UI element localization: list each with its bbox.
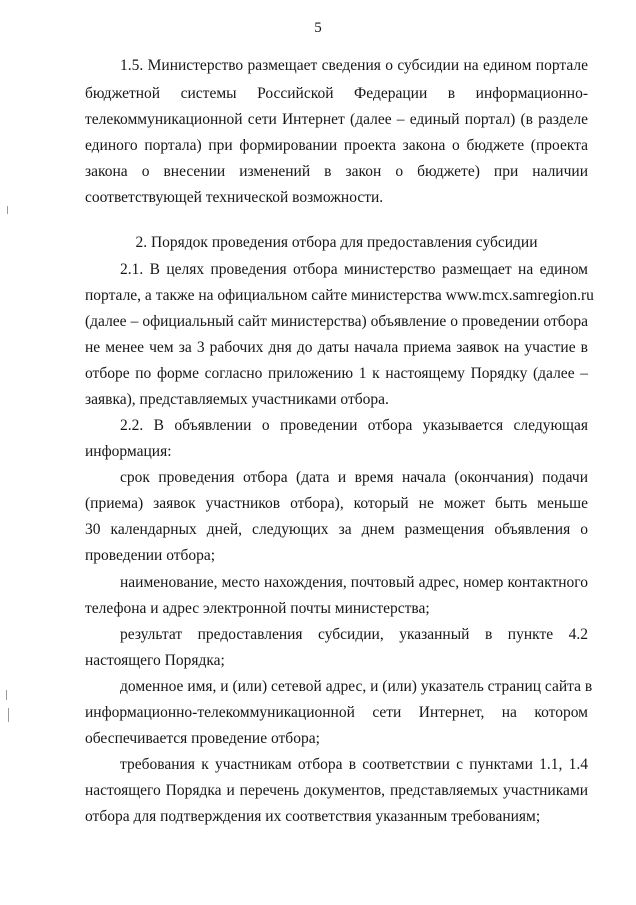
text-line: соответствующей технической возможности. xyxy=(85,189,384,206)
section-heading: 2. Порядок проведения отбора для предоставления субсидии xyxy=(135,234,538,251)
text-line: заявка), представляемых участниками отбора. xyxy=(85,391,389,408)
text-line: наименование, место нахождения, почтовый адрес, номер контактного xyxy=(120,574,588,591)
text-line: (приема) заявок участников отбора), который не может быть меньше xyxy=(85,495,588,512)
text-line: настоящего Порядка и перечень документов, представляемых участниками xyxy=(85,782,588,799)
text-line: 2.1. В целях проведения отбора министерство размещает на едином xyxy=(120,261,588,278)
text-line: информация: xyxy=(85,443,172,460)
text-line: не менее чем за 3 рабочих дня до даты начала приема заявок на участие в xyxy=(85,339,588,356)
scan-mark xyxy=(6,690,7,700)
text-line: телефона и адрес электронной почты министерства; xyxy=(85,600,430,617)
text-line: телекоммуникационной сети Интернет (далее – единый портал) (в разделе xyxy=(85,111,588,128)
text-line: (далее – официальный сайт министерства) объявление о проведении отбора xyxy=(85,313,588,330)
text-line: закона о внесении изменений в закон о бюджете) при наличии xyxy=(85,163,588,180)
text-line: 2.2. В объявлении о проведении отбора указывается следующая xyxy=(120,417,588,434)
text-line: информационно-телекоммуникационной сети Интернет, на котором xyxy=(85,704,588,721)
text-line: результат предоставления субсидии, указанный в пункте 4.2 xyxy=(120,626,588,643)
text-line: требования к участникам отбора в соответствии с пунктами 1.1, 1.4 xyxy=(120,756,588,773)
text-line: обеспечивается проведение отбора; xyxy=(85,730,320,747)
text-line: доменное имя, и (или) сетевой адрес, и (или) указатель страниц сайта в xyxy=(120,678,593,695)
text-line: отбора для подтверждения их соответствия указанным требованиям; xyxy=(85,808,541,825)
page-number: 5 xyxy=(314,20,322,36)
text-line: срок проведения отбора (дата и время начала (окончания) подачи xyxy=(120,469,588,486)
text-line: единого портала) при формировании проекта закона о бюджете (проекта xyxy=(85,137,588,154)
text-line: настоящего Порядка; xyxy=(85,652,225,669)
text-line: 1.5. Министерство размещает сведения о субсидии на едином портале xyxy=(120,57,588,74)
text-line: проведении отбора; xyxy=(85,547,216,564)
scan-mark xyxy=(8,708,9,722)
text-line: 30 календарных дней, следующих за днем размещения объявления о xyxy=(85,521,588,538)
text-line: бюджетной системы Российской Федерации в информационно- xyxy=(85,85,588,102)
text-line: отборе по форме согласно приложению 1 к настоящему Порядку (далее – xyxy=(85,365,588,382)
text-line: портале, а также на официальном сайте министерства www.mcx.samregion.ru xyxy=(85,287,594,304)
scan-mark xyxy=(7,206,8,214)
